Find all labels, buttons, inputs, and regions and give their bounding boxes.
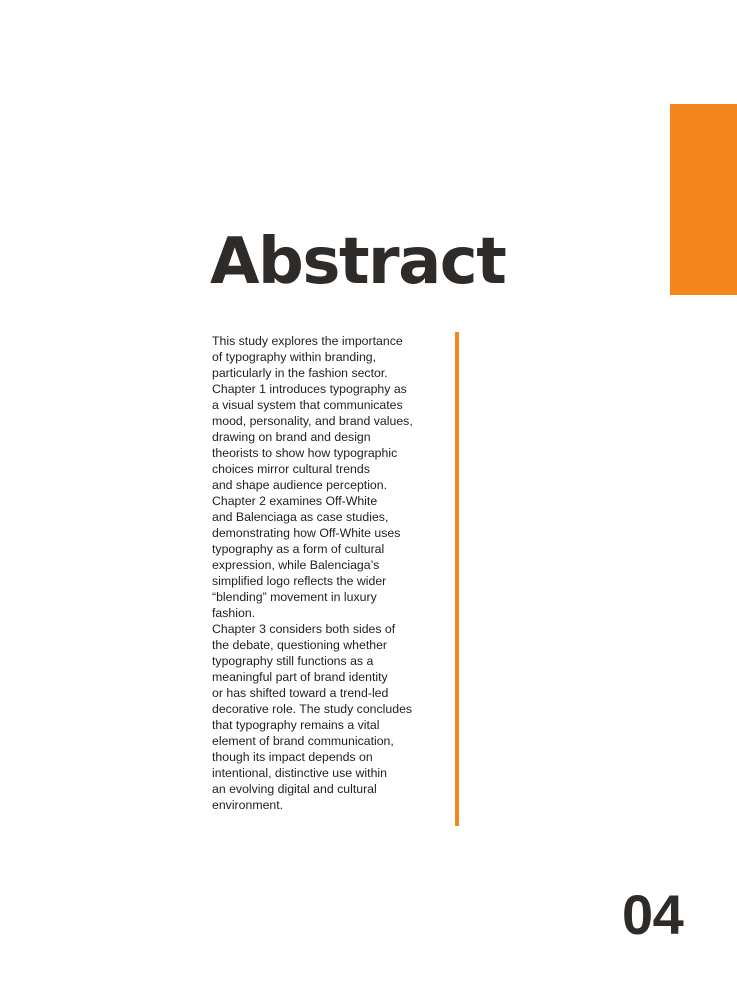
abstract-line: a visual system that communicates [212,398,403,412]
abstract-line: or has shifted toward a trend-led [212,686,389,700]
abstract-line: that typography remains a vital [212,718,380,732]
abstract-body [212,333,437,813]
abstract-line: meaningful part of brand identity [212,670,388,684]
abstract-line: demonstrating how Off-White uses [212,526,401,540]
abstract-line: mood, personality, and brand values, [212,414,413,428]
abstract-line: typography as a form of cultural [212,542,385,556]
abstract-line: Chapter 2 examines Off-White [212,494,378,508]
abstract-line: drawing on brand and design [212,430,371,444]
abstract-line: This study explores the importance [212,334,403,348]
page-title: Abstract [210,225,506,299]
abstract-line: theorists to show how typographic [212,446,398,460]
abstract-line: the debate, questioning whether [212,638,388,652]
abstract-line: though its impact depends on [212,750,373,764]
abstract-line: simplified logo reflects the wider [212,574,387,588]
abstract-line: choices mirror cultural trends [212,462,370,476]
abstract-line: intentional, distinctive use within [212,766,387,780]
abstract-line: fashion. [212,606,256,620]
abstract-line: Chapter 1 introduces typography as [212,382,407,396]
abstract-line: of typography within branding, [212,350,377,364]
abstract-line: and shape audience perception. [212,478,388,492]
abstract-line: typography still functions as a [212,654,374,668]
abstract-line: particularly in the fashion sector. [212,366,388,380]
abstract-line: “blending” movement in luxury [212,590,377,604]
abstract-line: element of brand communication, [212,734,394,748]
abstract-line: Chapter 3 considers both sides of [212,622,396,636]
abstract-line: decorative role. The study concludes [212,702,413,716]
orange-accent-block [670,104,737,295]
abstract-line: expression, while Balenciaga’s [212,558,380,572]
abstract-line: an evolving digital and cultural [212,782,377,796]
abstract-line: and Balenciaga as case studies, [212,510,389,524]
vertical-divider [455,332,459,826]
page-number: 04 [622,883,684,946]
abstract-line: environment. [212,798,284,812]
